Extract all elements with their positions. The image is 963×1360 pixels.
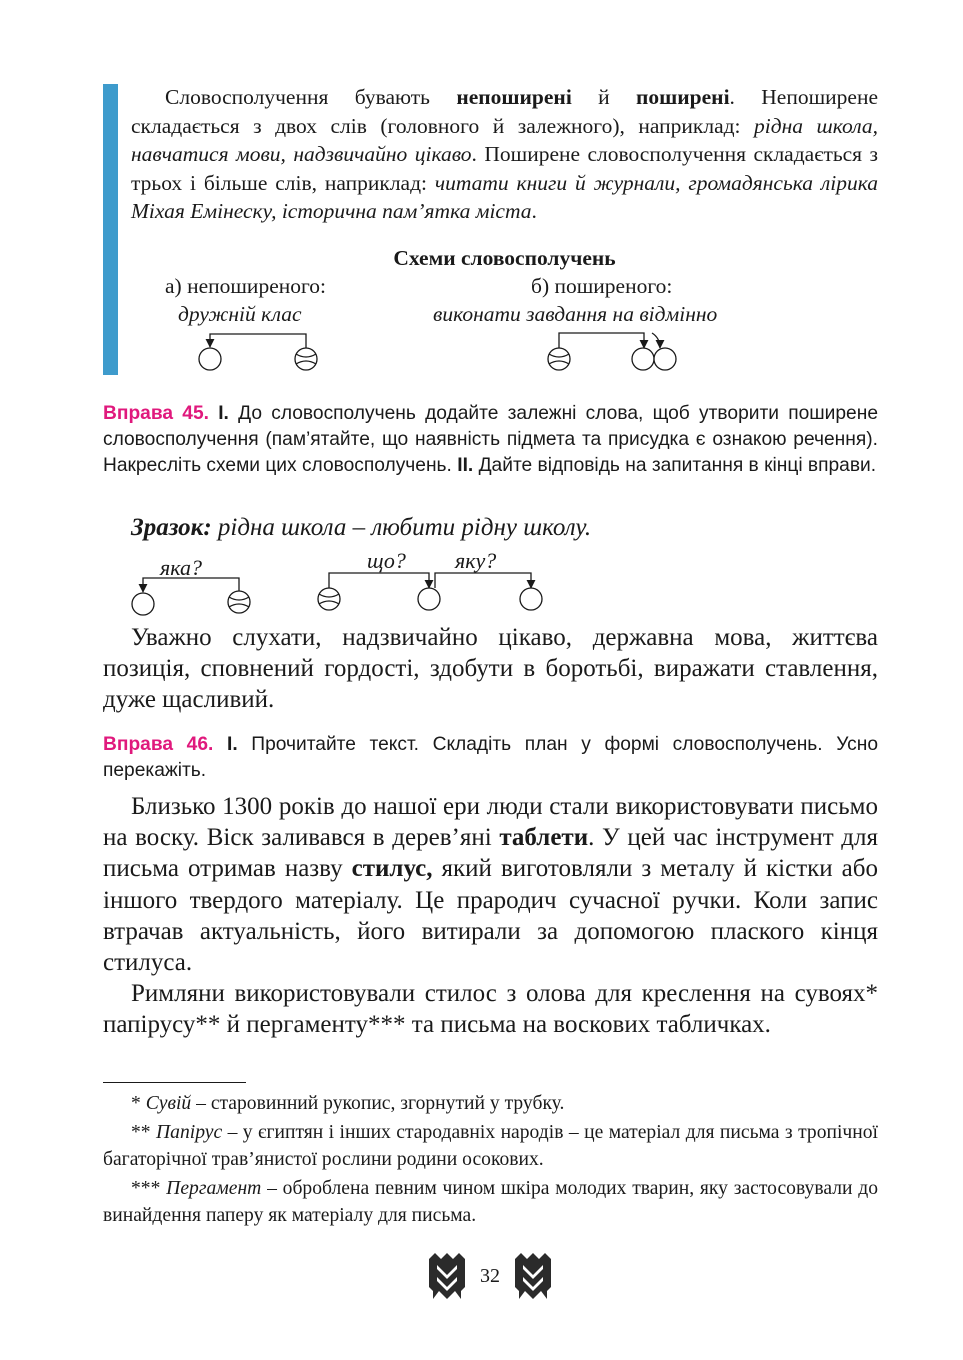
exercise-46-title: Вправа 46. <box>103 734 214 755</box>
dependent-word-circle <box>418 588 440 610</box>
exercise-46-instructions: Вправа 46. I. Прочитайте текст. Складіть план у формі словосполучень. Усно перекажіть. <box>103 734 878 782</box>
question-label: яку? <box>455 548 497 573</box>
dependent-word-circle <box>520 588 542 610</box>
theory-paragraph: Словосполучення бувають непоширені й поширені. Непоширене складається з двох слів (головного й залежного), наприклад: рідна школа, навчатися мови, надзвичайно цікаво. Поширене словосполучення складається з трьох і більше слів, наприклад: читати книги й журнали, громадянська лірика Міхая Емінеску, історична пам’ятка міста. <box>131 85 878 224</box>
question-label: що? <box>367 548 406 573</box>
page-number: 32 <box>480 1265 500 1287</box>
schemes-title: Схеми словосполучень <box>393 246 616 270</box>
dependent-word-circle <box>132 593 154 615</box>
footnote-1: * Сувій – старовинний рукопис, згорнутий у трубку. <box>131 1093 565 1114</box>
reading-text <box>103 791 878 1041</box>
sample-scheme-1 <box>132 578 250 615</box>
main-word-circle <box>548 348 570 370</box>
footnote-divider <box>103 1082 246 1083</box>
scheme-a-example: дружній клас <box>178 302 302 326</box>
reading-paragraph-2: Римляни використовували стилос з олова для креслення на сувоях* папірусу** й пергаменту*** та письма на воскових табличках. <box>103 980 878 1039</box>
dependent-word-circle <box>654 348 676 370</box>
sample-scheme-2 <box>318 573 542 610</box>
scheme-b-example: виконати завдання на відмінно <box>433 302 718 326</box>
sample-line: Зразок: рідна школа – любити рідну школу. <box>131 514 592 541</box>
exercise-45-instructions: Вправа 45. I. До словосполучень додайте залежні слова, щоб утворити поширене словосполучення (пам’ятайте, що наявність підмета та присудка є ознакою речення). Накресліть схеми цих словосполучень. II. Дайте відповідь на запитання в кінці вправи. <box>103 403 878 477</box>
main-word-circle <box>295 348 317 370</box>
main-word-circle <box>318 588 340 610</box>
exercise-45-task: Уважно слухати, надзвичайно цікаво, державна мова, життєва позиція, сповнений гордості, здобути в боротьбі, виражати ставлення, дуже щасливий. <box>103 624 878 714</box>
main-word-circle <box>228 591 250 613</box>
footnote-3: *** Пергамент – оброблена певним чином шкіра молодих тварин, яку застосовували до винайдення паперу як матеріалу для письма. <box>103 1178 878 1226</box>
reading-paragraph-1: Близько 1300 років до нашої ери люди стали використовувати письмо на воску. Віск заливався в дерев’яні таблети. У цей час інструмент для письма отримав назву стилус, який виготовляли з металу й кістки або іншого твердого матеріалу. Це прародич сучасної ручки. Коли запис втрачав актуальність, його витирали за допомогою плаского кінця стилуса. <box>103 793 878 977</box>
dependent-word-circle <box>632 348 654 370</box>
dependent-word-circle <box>199 348 221 370</box>
scheme-a-label: а) непоширеного: <box>165 274 326 298</box>
footnotes <box>103 1090 878 1231</box>
scheme-b-diagram <box>548 333 676 370</box>
question-label: яка? <box>160 555 202 580</box>
exercise-45-title: Вправа 45. <box>103 403 209 424</box>
scheme-b-label: б) поширеного: <box>531 274 673 298</box>
scheme-a-diagram <box>199 334 317 370</box>
footnote-2: ** Папірус – у єгиптян і інших стародавніх народів – це матеріал для письма з тропічної багаторічної трав’янистої рослини родини осокових. <box>103 1122 878 1170</box>
